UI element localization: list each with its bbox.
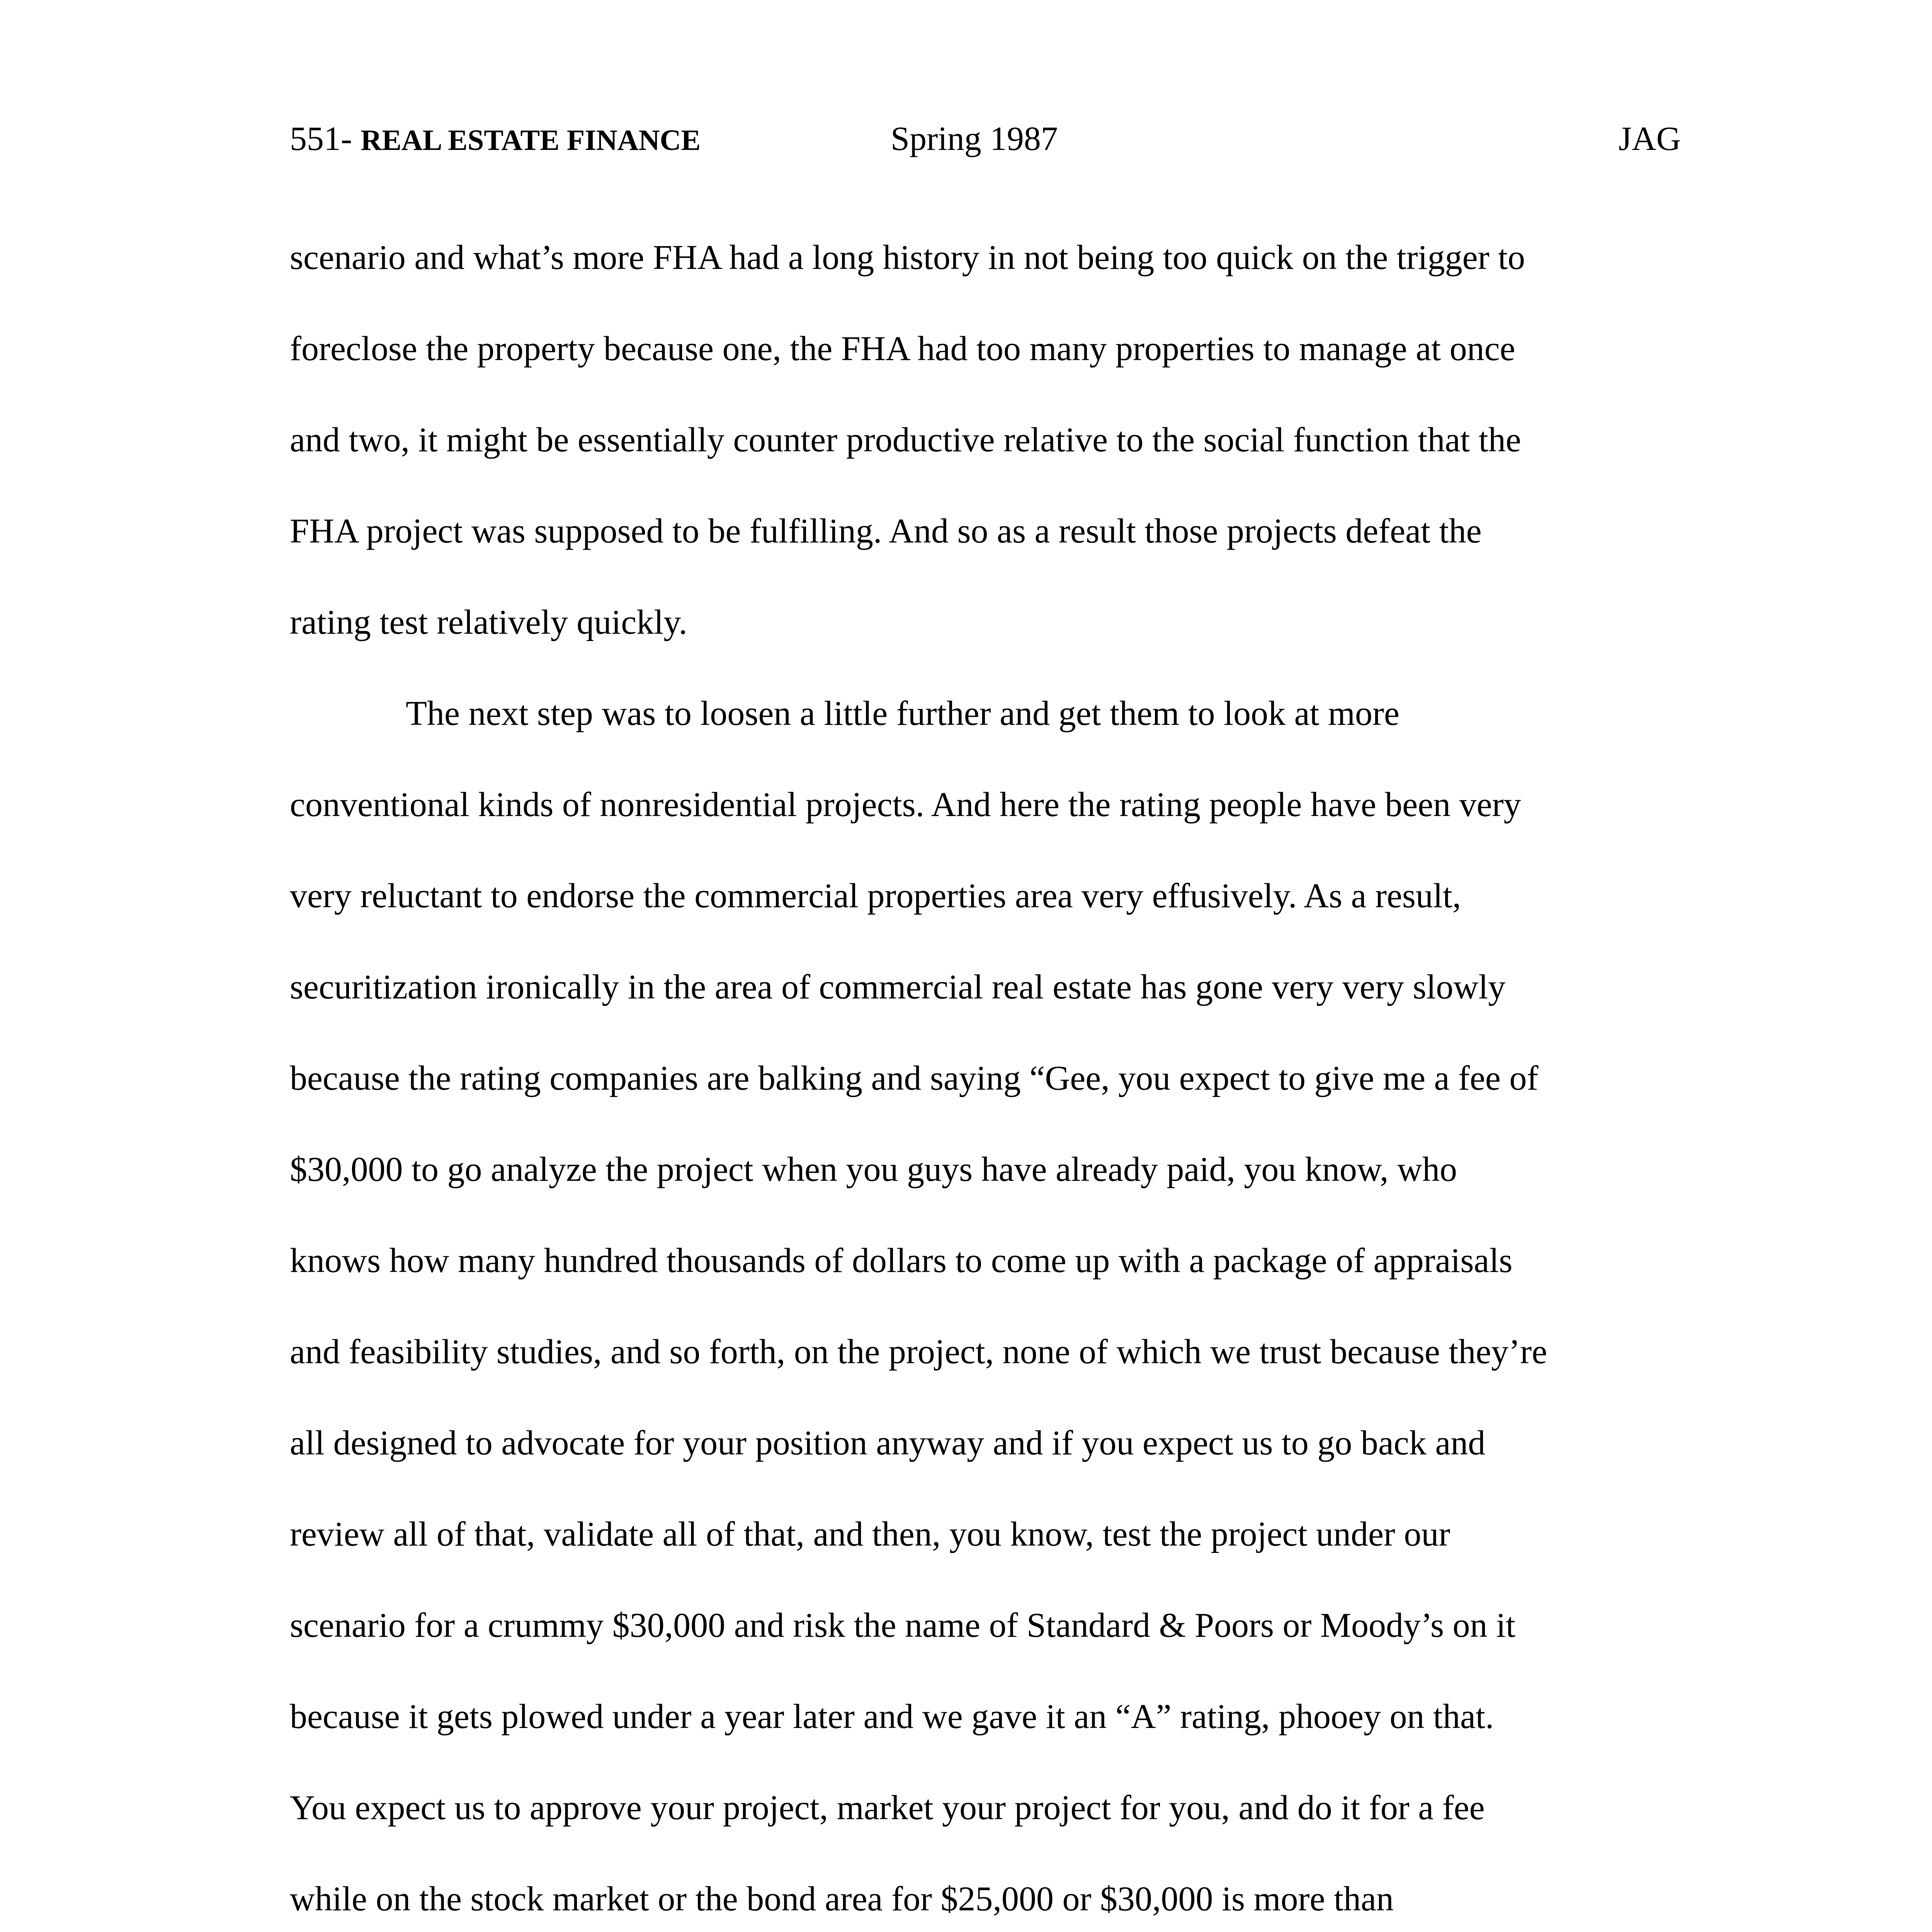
term-label: Spring 1987: [891, 120, 1058, 158]
transcript-body: [290, 233, 1700, 1932]
text-line: scenario and what’s more FHA had a long history in not being too quick on the trigger to: [290, 238, 1525, 277]
text-line: FHA project was supposed to be fulfilling. And so as a result those projects defeat the: [290, 512, 1482, 550]
text-line: You expect us to approve your project, market your project for you, and do it for a fee: [290, 1789, 1485, 1827]
text-line: conventional kinds of nonresidential projects. And here the rating people have been very: [290, 786, 1521, 824]
text-line: $30,000 to go analyze the project when you guys have already paid, you know, who: [290, 1150, 1457, 1189]
text-line: securitization ironically in the area of commercial real estate has gone very very slowly: [290, 968, 1506, 1006]
text-line: very reluctant to endorse the commercial properties area very effusively. As a result,: [290, 877, 1461, 915]
text-line: because the rating companies are balking and saying “Gee, you expect to give me a fee of: [290, 1059, 1539, 1097]
text-line: because it gets plowed under a year later and we gave it an “A” rating, phooey on that.: [290, 1697, 1494, 1736]
text-line: and two, it might be essentially counter productive relative to the social function that the: [290, 421, 1521, 459]
text-line: scenario for a crummy $30,000 and risk the name of Standard & Poors or Moody’s on it: [290, 1606, 1515, 1645]
text-line: all designed to advocate for your position anyway and if you expect us to go back and: [290, 1424, 1486, 1462]
course-title: REAL ESTATE FINANCE: [361, 124, 701, 156]
text-line: foreclose the property because one, the FHA had too many properties to manage at once: [290, 330, 1515, 368]
text-line: rating test relatively quickly.: [290, 603, 687, 641]
course-number: 551-: [290, 120, 352, 158]
text-line: and feasibility studies, and so forth, on the project, none of which we trust because they’re: [290, 1333, 1548, 1371]
paragraph-start-line: The next step was to loosen a little further and get them to look at more: [406, 694, 1400, 733]
page-header: [290, 116, 1681, 162]
text-line: knows how many hundred thousands of dollars to come up with a package of appraisals: [290, 1242, 1513, 1280]
text-line: review all of that, validate all of that, and then, you know, test the project under our: [290, 1515, 1451, 1553]
text-line: while on the stock market or the bond area for $25,000 or $30,000 is more than: [290, 1880, 1394, 1918]
author-initials: JAG: [1618, 120, 1681, 158]
course-heading: [290, 116, 701, 163]
